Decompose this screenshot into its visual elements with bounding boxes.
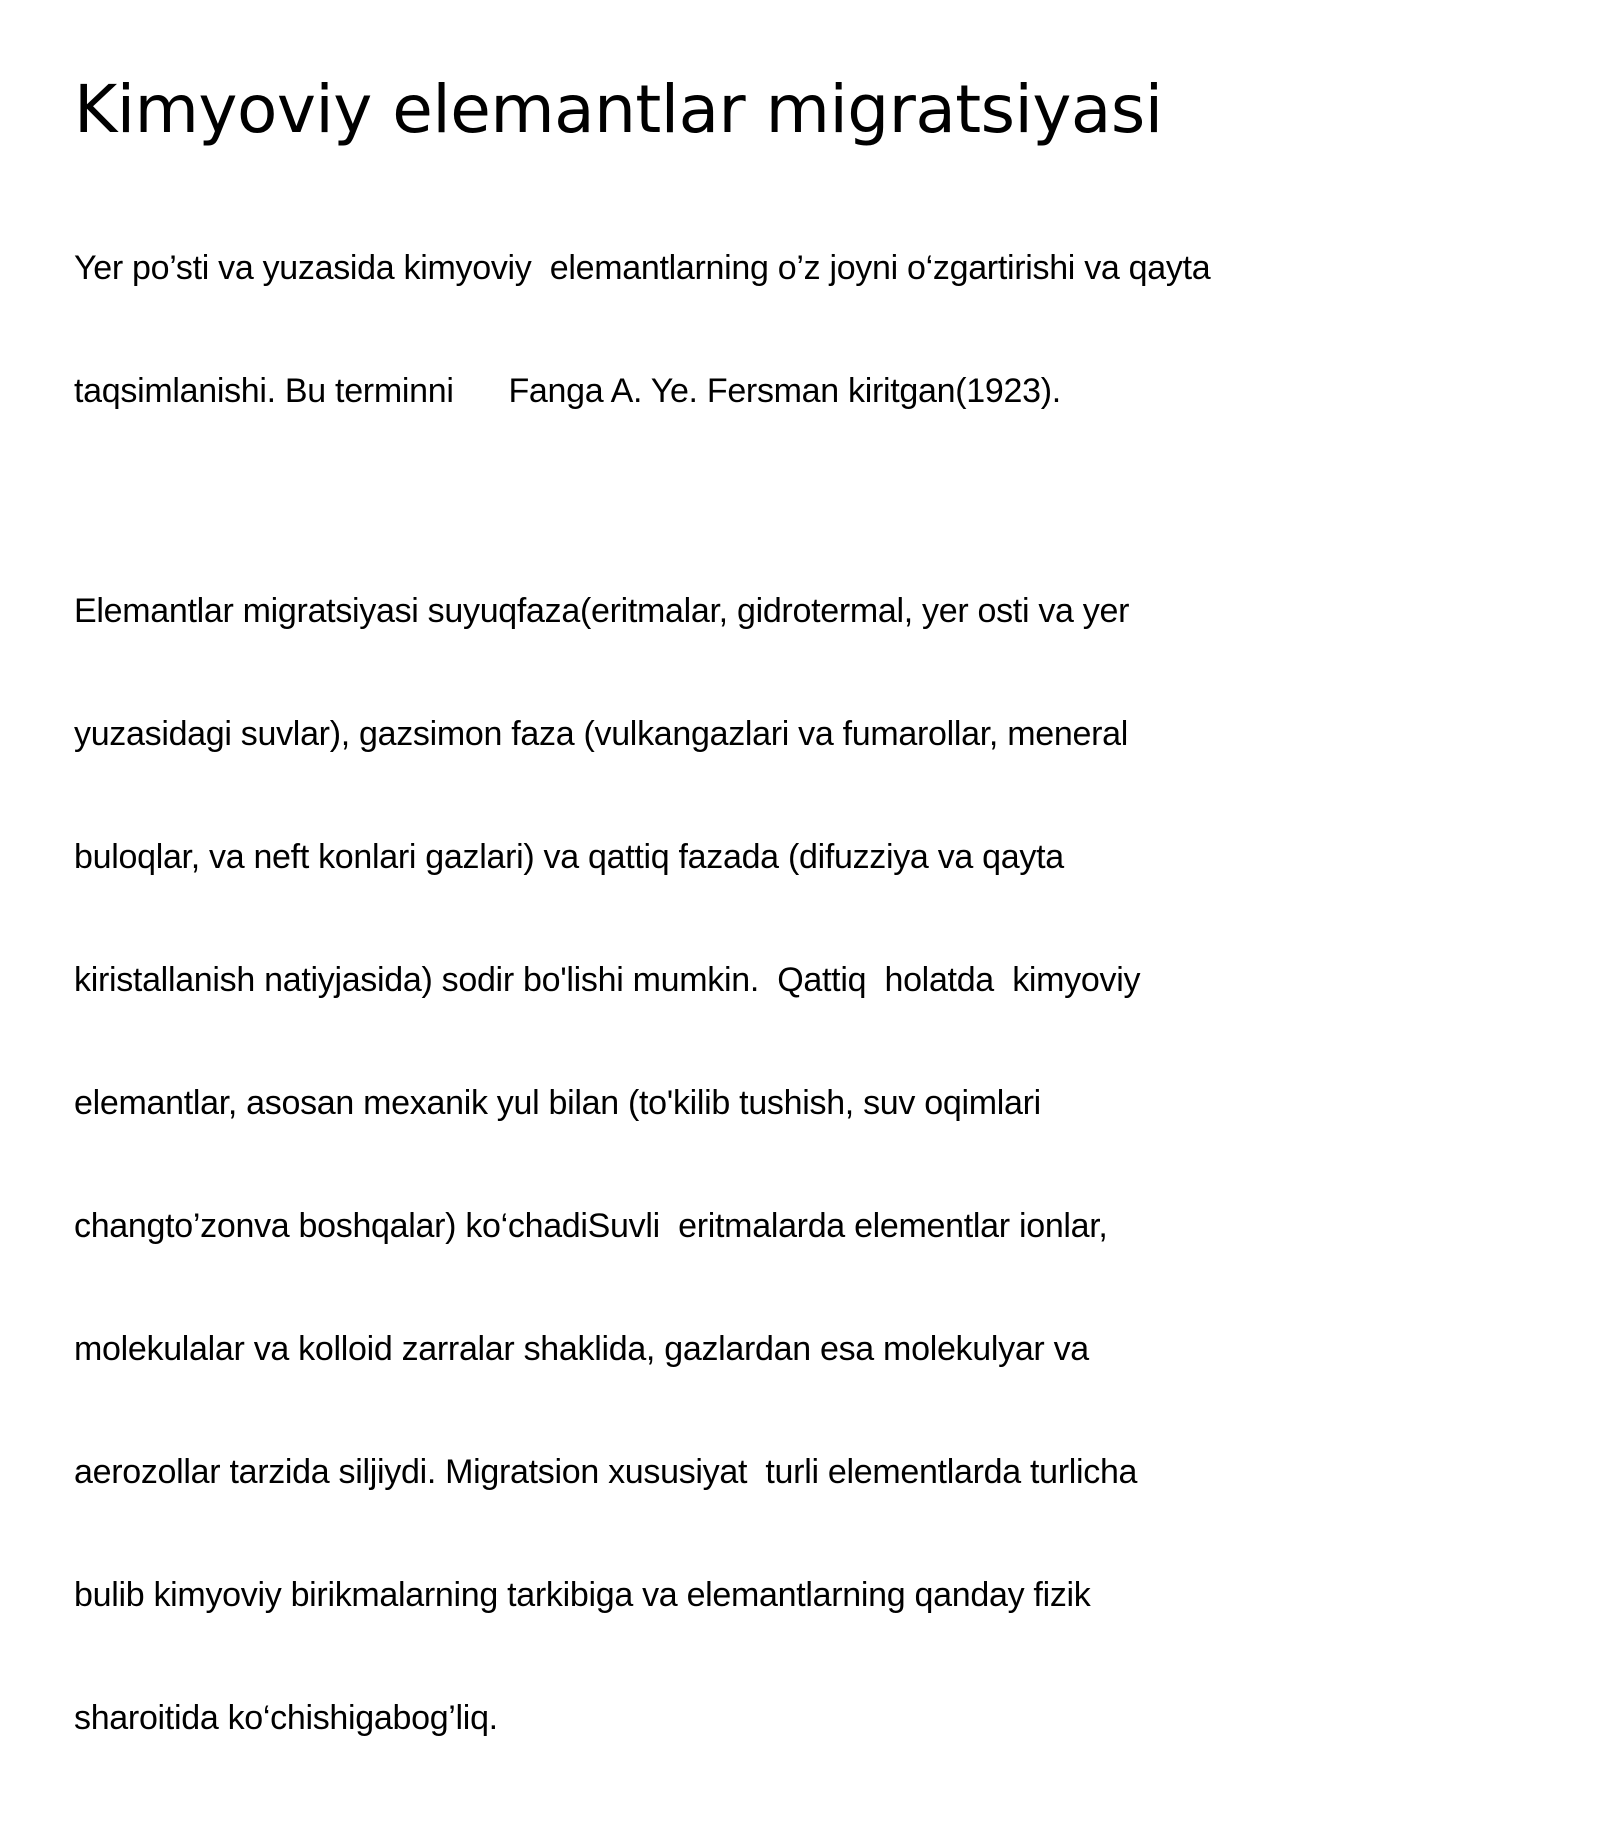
text-line: elemantlar, asosan mexanik yul bilan (to'kilib tushish, suv oqimlari: [74, 1084, 1041, 1122]
text-line: Yer po’sti va yuzasida kimyoviy elemantlarning o’z joyni o‘zgartirishi va qayta: [74, 249, 1211, 287]
paragraph-migration-phases: [74, 509, 1514, 1821]
text-line: sharoitida ko‘chishigabog’liq.: [74, 1699, 498, 1737]
text-line: kiristallanish natiyjasida) sodir bo'lishi mumkin. Qattiq holatda kimyoviy: [74, 961, 1141, 999]
text-line: changto’zonva boshqalar) ko‘chadiSuvli eritmalarda elementlar ionlar,: [74, 1207, 1108, 1245]
slide-title: Kimyoviy elemantlar migratsiyasi: [74, 71, 1163, 148]
text-line: Elemantlar migratsiyasi suyuqfaza(eritmalar, gidrotermal, yer osti va yer: [74, 592, 1130, 630]
text-line: molekulalar va kolloid zarralar shaklida, gazlardan esa molekulyar va: [74, 1330, 1089, 1368]
text-line: buloqlar, va neft konlari gazlari) va qattiq fazada (difuzziya va qayta: [74, 838, 1064, 876]
slide-body: [74, 166, 1514, 1821]
text-line: taqsimlanishi. Bu terminni Fanga A. Ye. Fersman kiritgan(1923).: [74, 372, 1061, 410]
text-line: bulib kimyoviy birikmalarning tarkibiga va elemantlarning qanday fizik: [74, 1576, 1091, 1614]
text-line: yuzasidagi suvlar), gazsimon faza (vulkangazlari va fumarollar, meneral: [74, 715, 1128, 753]
text-line: aerozollar tarzida siljiydi. Migratsion xususiyat turli elementlarda turlicha: [74, 1453, 1138, 1491]
paragraph-definition: [74, 166, 1514, 494]
